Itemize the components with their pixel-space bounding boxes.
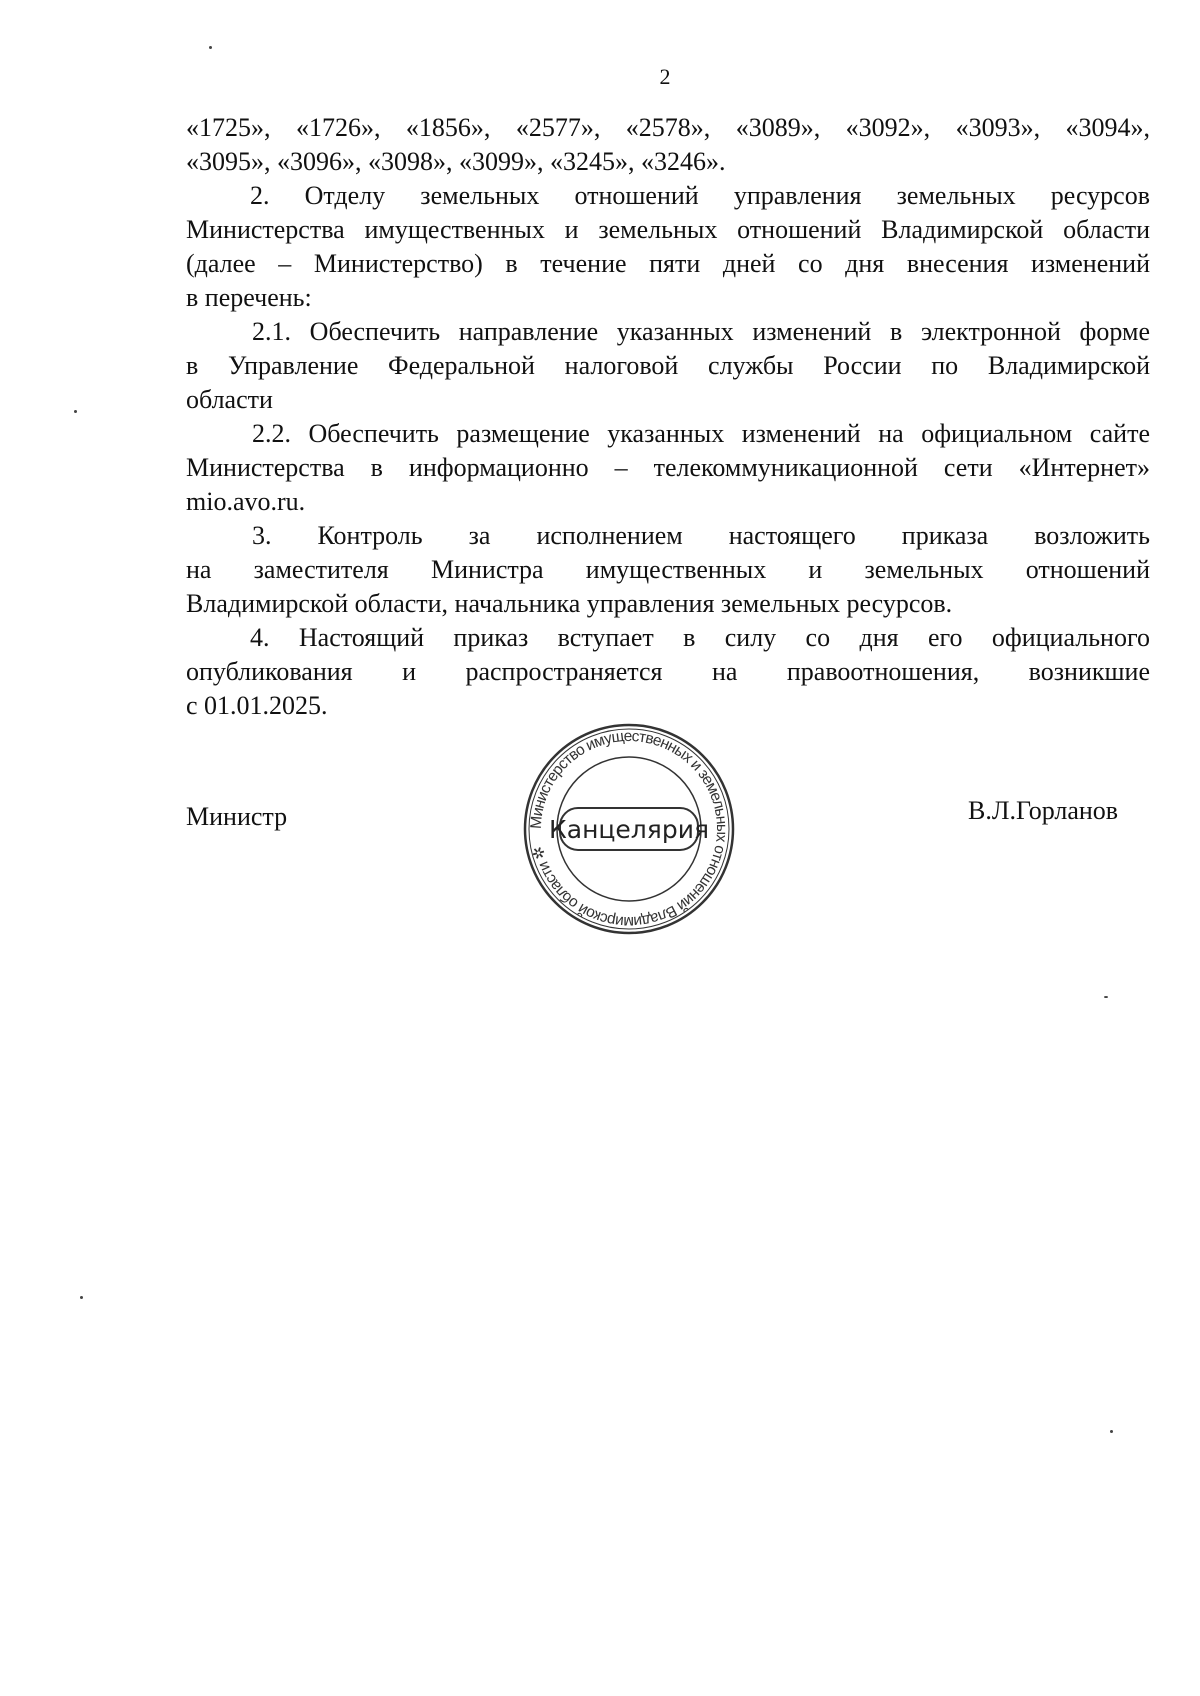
- paragraph-line: опубликования и распространяется на правоотношения, возникшие: [186, 657, 1150, 686]
- scan-speck: [209, 46, 212, 49]
- paragraph-line: в перечень:: [186, 283, 312, 312]
- paragraph-line: области: [186, 385, 273, 414]
- paragraph-line: на заместителя Министра имущественных и земельных отношений: [186, 555, 1150, 584]
- paragraph-line: Министерства в информационно – телекоммуникационной сети «Интернет»: [186, 453, 1150, 482]
- scan-speck: [1104, 996, 1108, 998]
- stamp-center-text: Канцелярия: [549, 815, 709, 844]
- paragraph-line: «1725», «1726», «1856», «2577», «2578», «3089», «3092», «3093», «3094»,: [186, 113, 1150, 142]
- signer-position: Министр: [186, 802, 288, 831]
- paragraph-line: Министерства имущественных и земельных отношений Владимирской области: [186, 215, 1150, 244]
- official-stamp: [522, 722, 736, 936]
- paragraph-line: в Управление Федеральной налоговой службы России по Владимирской: [186, 351, 1150, 380]
- stamp-ring-text: Министерство имущественных и земельных отношений Владимирской области ✲: [527, 727, 731, 931]
- page-number: 2: [659, 64, 671, 89]
- stamp-seal-icon: [522, 722, 736, 936]
- paragraph-line: 2. Отделу земельных отношений управления земельных ресурсов: [250, 181, 1150, 210]
- paragraph-line: 2.2. Обеспечить размещение указанных изменений на официальном сайте: [252, 419, 1150, 448]
- paragraph-line: 3. Контроль за исполнением настоящего приказа возложить: [252, 521, 1150, 550]
- paragraph-line: 2.1. Обеспечить направление указанных изменений в электронной форме: [252, 317, 1150, 346]
- paragraph-line: 4. Настоящий приказ вступает в силу со дня его официального: [250, 623, 1150, 652]
- signer-name: В.Л.Горланов: [968, 796, 1119, 825]
- document-body: [186, 111, 1150, 723]
- scan-speck: [1110, 1430, 1113, 1433]
- scan-speck: [80, 1296, 83, 1299]
- scan-speck: [74, 410, 77, 413]
- paragraph-line: с 01.01.2025.: [186, 691, 328, 720]
- paragraph-line: «3095», «3096», «3098», «3099», «3245», «3246».: [186, 147, 726, 176]
- paragraph-line: (далее – Министерство) в течение пяти дней со дня внесения изменений: [186, 249, 1150, 278]
- paragraph-line: mio.avo.ru.: [186, 487, 306, 516]
- paragraph-line: Владимирской области, начальника управления земельных ресурсов.: [186, 589, 953, 618]
